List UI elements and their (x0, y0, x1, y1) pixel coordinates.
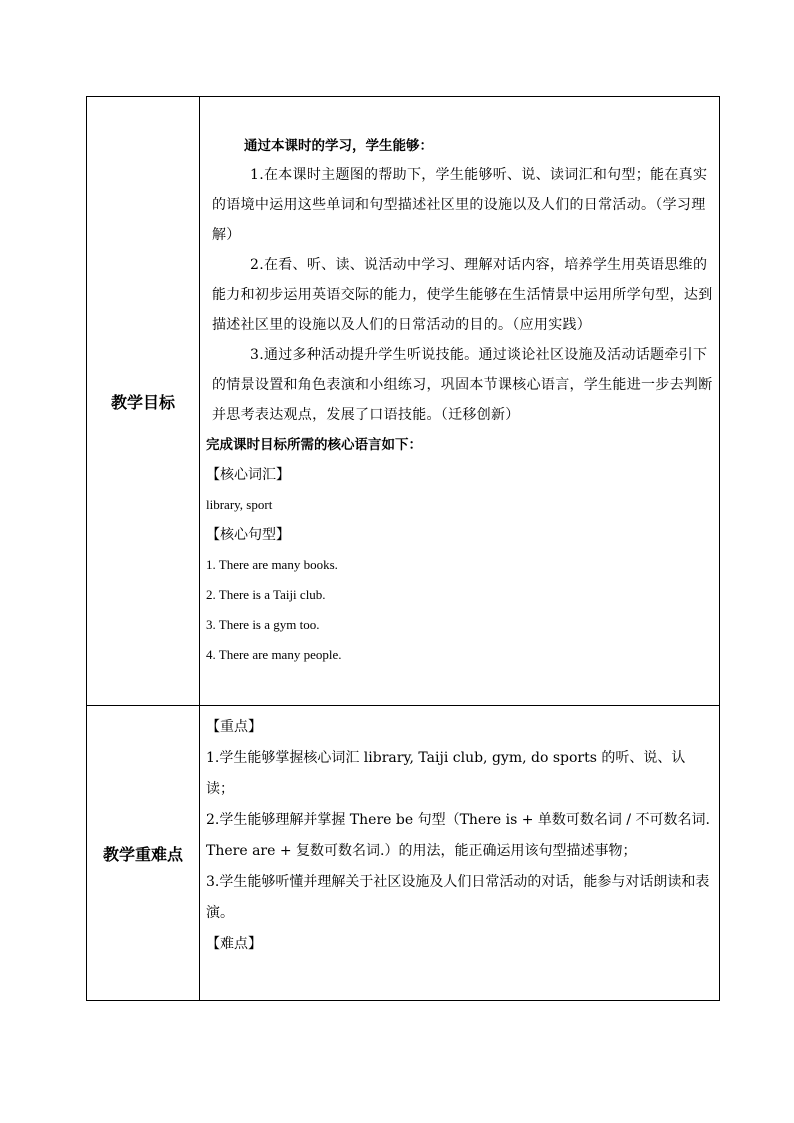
important-item: 2.学生能够理解并掌握 There be 句型（There is + 单数可数名词 / 不可数名词. There are + 复数可数名词.）的用法，能正确运用该句型描述事物； (206, 812, 710, 859)
important-item: 1.学生能够掌握核心词汇 library, Taiji club, gym, do sports 的听、说、认读； (206, 750, 686, 797)
lesson-plan-table (86, 96, 720, 1001)
goals-label: 教学目标 (87, 97, 200, 706)
core-language-title: 完成课时目标所需的核心语言如下： (206, 437, 422, 453)
sentence-item: 4. There are many people. (206, 647, 342, 662)
key-points-content (200, 706, 720, 1001)
sentence-item: 1. There are many books. (206, 557, 338, 572)
difficult-heading: 【难点】 (206, 936, 262, 952)
goal-item: 1.在本课时主题图的帮助下，学生能够听、说、读词汇和句型；能在真实的语境中运用这些单词和句型描述社区里的设施以及人们的日常活动。（学习理解） (212, 167, 708, 243)
key-points-label: 教学重难点 (87, 706, 200, 1001)
sentence-item: 2. There is a Taiji club. (206, 587, 326, 602)
key-points-row (87, 706, 720, 1001)
important-item: 3.学生能够听懂并理解关于社区设施及人们日常活动的对话，能参与对话朗读和表演。 (206, 874, 710, 921)
goals-intro: 通过本课时的学习，学生能够： (244, 138, 433, 154)
goals-content (200, 97, 720, 706)
sentence-heading: 【核心句型】 (206, 527, 290, 543)
vocab-list: library, sport (206, 497, 273, 512)
goal-item: 2.在看、听、读、说活动中学习、理解对话内容，培养学生用英语思维的能力和初步运用英语交际的能力，使学生能够在生活情景中运用所学句型，达到描述社区里的设施以及人们的日常活动的目的。（应用实践） (212, 257, 713, 333)
vocab-heading: 【核心词汇】 (206, 467, 290, 483)
goal-item: 3.通过多种活动提升学生听说技能。通过谈论社区设施及活动话题牵引下的情景设置和角色表演和小组练习，巩固本节课核心语言，学生能进一步去判断并思考表达观点，发展了口语技能。（迁移创新） (212, 347, 713, 423)
important-heading: 【重点】 (206, 719, 262, 735)
goals-row (87, 97, 720, 706)
sentence-item: 3. There is a gym too. (206, 617, 320, 632)
